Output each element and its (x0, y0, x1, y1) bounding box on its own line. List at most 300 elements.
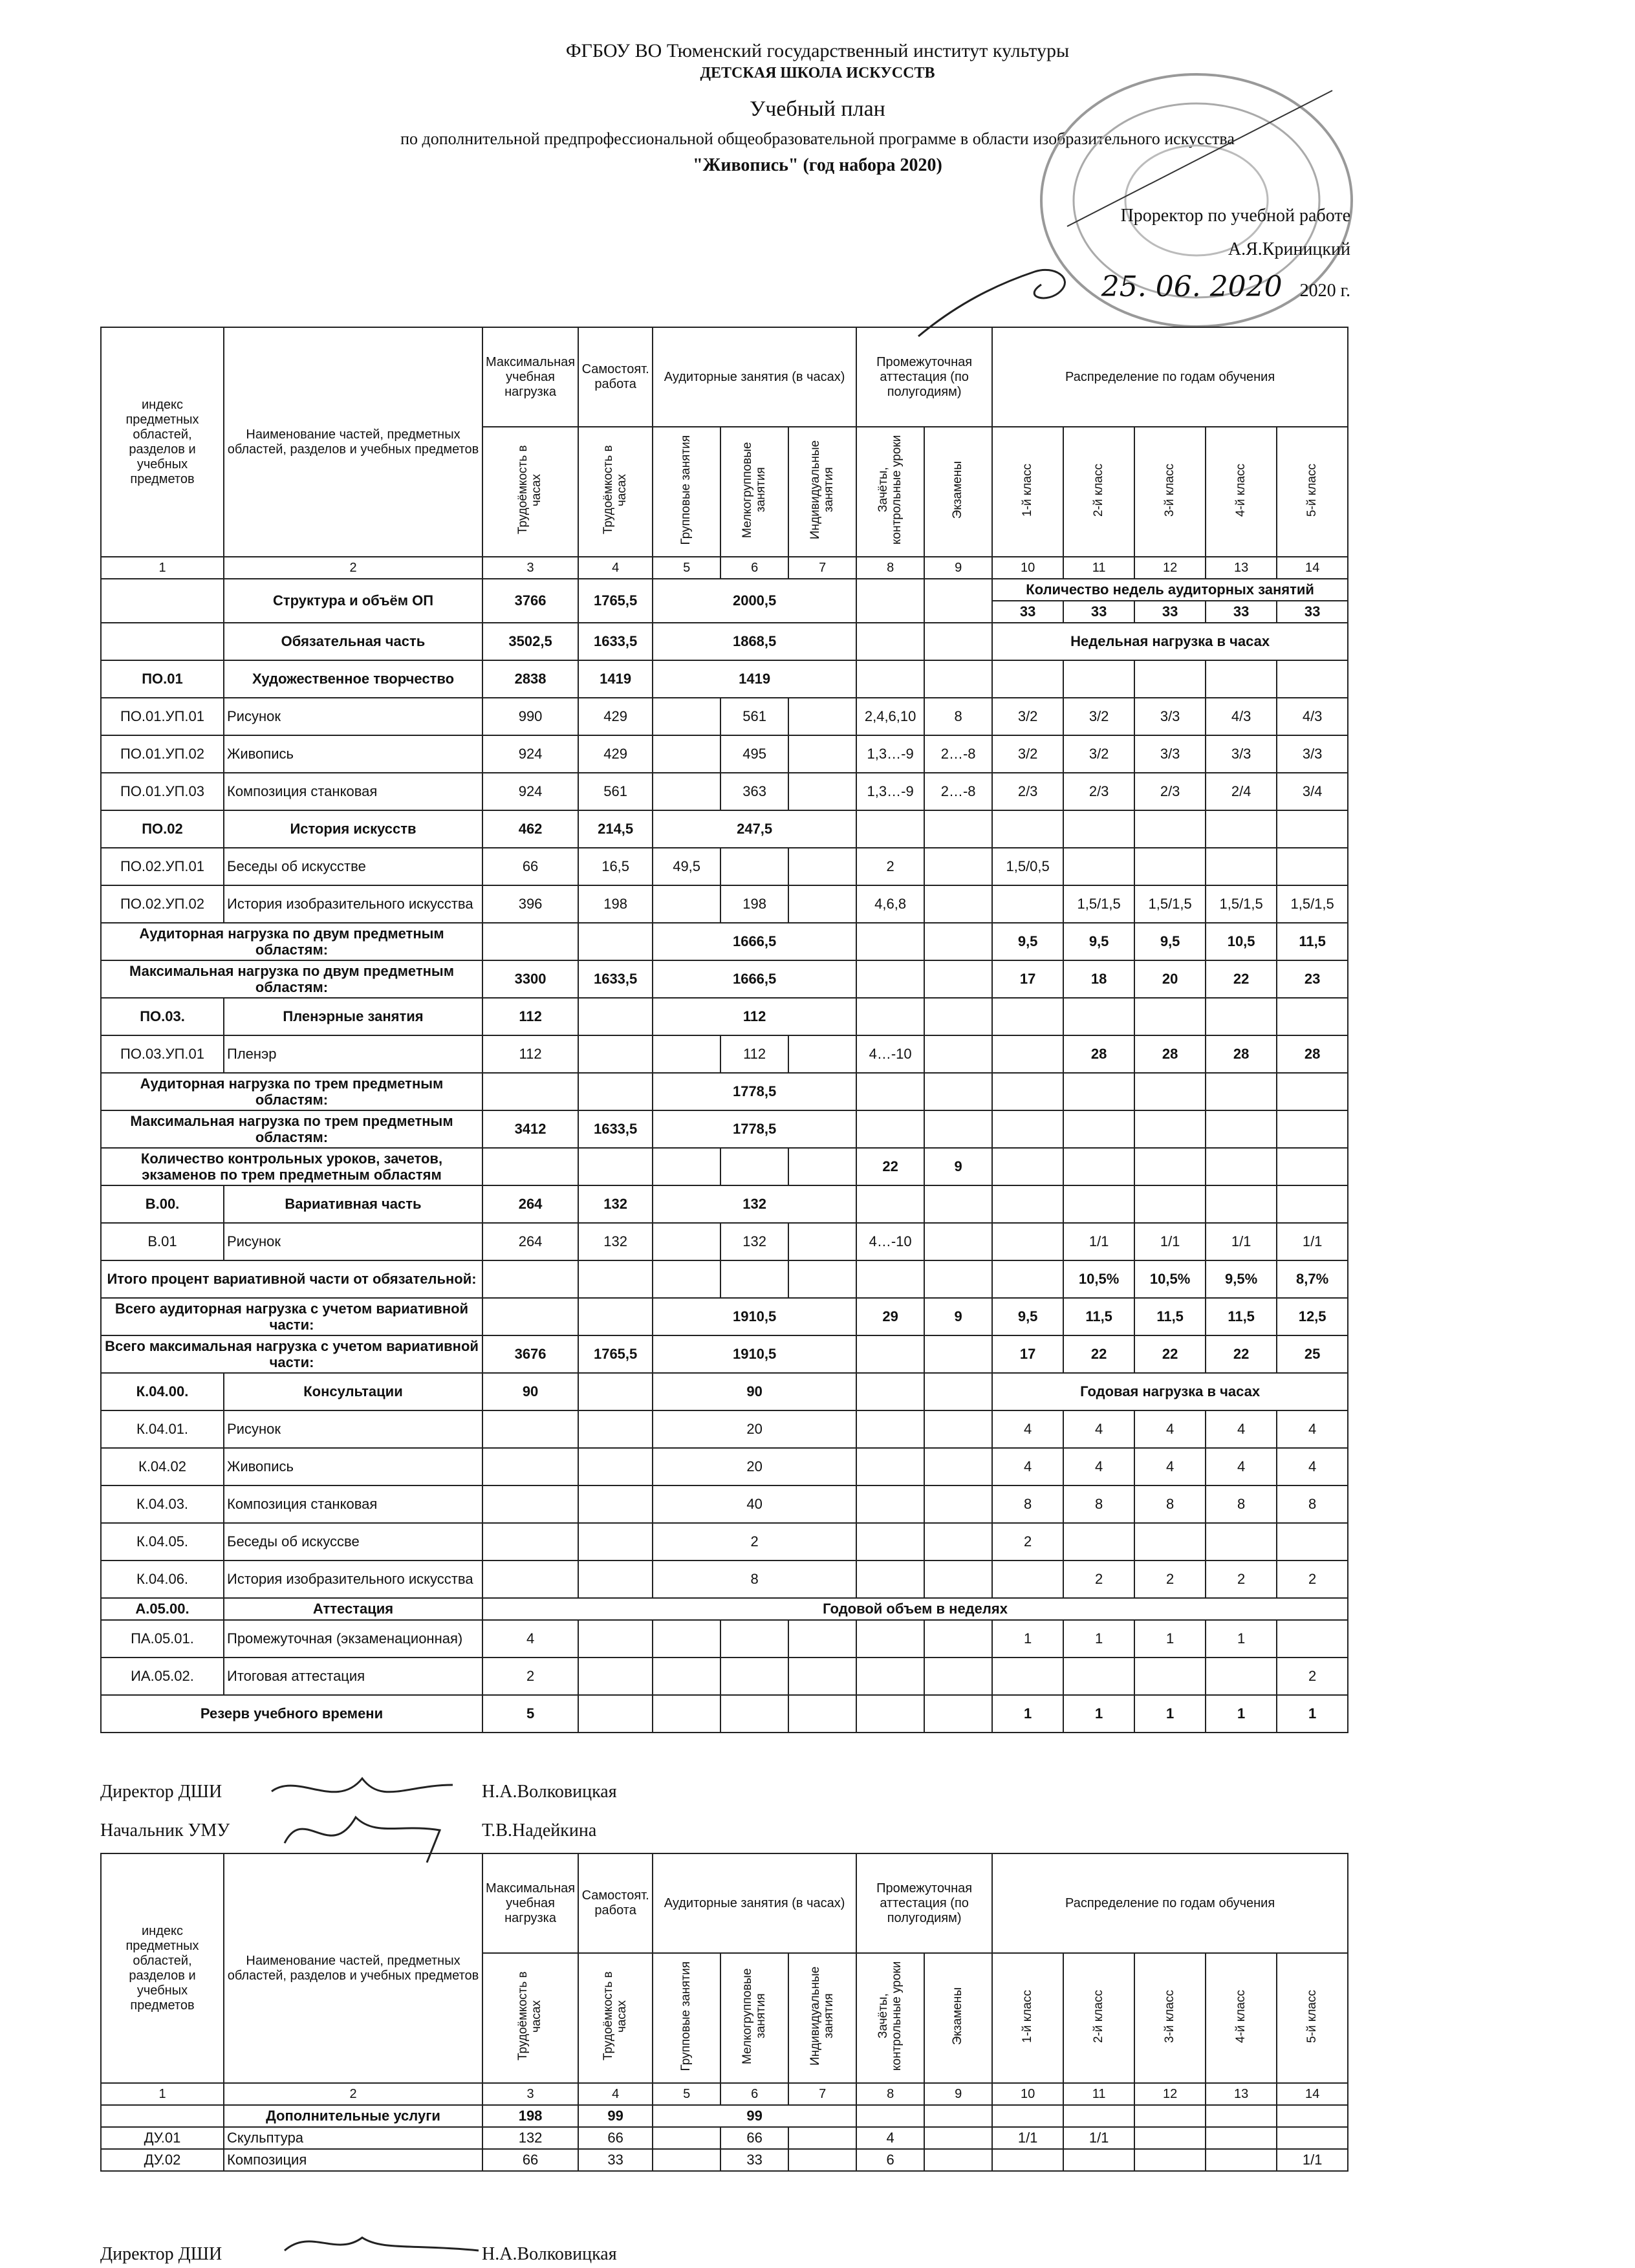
table-cell (482, 1561, 578, 1598)
table-cell: 4,6,8 (856, 885, 924, 923)
table-cell: 198 (482, 2105, 578, 2127)
table-cell (924, 923, 992, 960)
head-sub-label: Трудоёмкость в часах (516, 1972, 544, 2061)
table-cell (1134, 2127, 1206, 2149)
table-row (101, 998, 1348, 1035)
table-cell (924, 1073, 992, 1110)
row-name: Беседы об искусстве (224, 848, 482, 885)
table-cell (653, 1620, 720, 1658)
table-cell (720, 1658, 788, 1695)
table-cell: 11,5 (1063, 1298, 1134, 1335)
table-cell: 11,5 (1277, 923, 1348, 960)
table-cell (924, 1620, 992, 1658)
table-cell (653, 2149, 720, 2171)
umu-role: Начальник УМУ (100, 1820, 230, 1841)
table-cell (578, 1658, 653, 1695)
table-cell: 2 (856, 848, 924, 885)
table-cell: 429 (578, 698, 653, 735)
table-row (101, 698, 1348, 735)
table-cell: Рисунок (224, 1410, 482, 1448)
table-row (101, 1110, 1348, 1148)
head-sub (1206, 427, 1277, 557)
column-number: 13 (1206, 557, 1277, 579)
table-row (101, 1298, 1348, 1335)
table-cell: 1,3…-9 (856, 735, 924, 773)
table-cell (482, 1485, 578, 1523)
head-att: Промежуточная аттестация (по полугодиям) (856, 327, 992, 427)
table-cell (924, 1035, 992, 1073)
table-row (101, 1620, 1348, 1658)
head-sub (1277, 427, 1348, 557)
table-row (101, 2127, 1348, 2149)
table-cell (788, 698, 856, 735)
head-dist: Распределение по годам обучения (992, 327, 1348, 427)
row-name: Рисунок (224, 698, 482, 735)
table-cell (578, 923, 653, 960)
column-number: 12 (1134, 2083, 1206, 2105)
table-cell (653, 1035, 720, 1073)
head-sub-label: 3-й класс (1162, 463, 1176, 517)
table-cell (992, 2149, 1063, 2171)
table-cell: 4 (1134, 1410, 1206, 1448)
table-cell (1277, 1110, 1348, 1148)
row-name: Художественное творчество (224, 660, 482, 698)
table-cell (482, 1260, 578, 1298)
table-cell: 1/1 (1063, 1223, 1134, 1260)
table-cell (1134, 1148, 1206, 1185)
table-cell: 132 (482, 2127, 578, 2149)
table-cell (788, 1620, 856, 1658)
table-cell (788, 1035, 856, 1073)
table-cell: ПА.05.01. (101, 1620, 224, 1658)
table-cell: 16,5 (578, 848, 653, 885)
table-cell: 1,3…-9 (856, 773, 924, 810)
table-cell (924, 2105, 992, 2127)
table-cell (924, 1695, 992, 1733)
approval-role: Проректор по учебной работе (1120, 206, 1350, 226)
table-cell (856, 1373, 924, 1410)
table-cell: 3/3 (1134, 735, 1206, 773)
table-cell (1277, 660, 1348, 698)
table-row (101, 735, 1348, 773)
table-cell: 396 (482, 885, 578, 923)
table-cell (578, 1373, 653, 1410)
table-cell (1063, 1148, 1134, 1185)
table-cell (101, 579, 224, 623)
table-cell (653, 2127, 720, 2149)
table-cell: 924 (482, 735, 578, 773)
table-cell: 1 (1206, 1620, 1277, 1658)
row-name: Вариативная часть (224, 1185, 482, 1223)
table-cell: 20 (653, 1410, 856, 1448)
table-cell: 1419 (653, 660, 856, 698)
struct-aud: 2000,5 (653, 579, 856, 623)
head-sub-label: 3-й класс (1162, 1989, 1176, 2043)
table-cell: 1/1 (1063, 2127, 1134, 2149)
table-cell: 1633,5 (578, 960, 653, 998)
table-cell: 3/2 (1063, 735, 1134, 773)
table-cell: 4/3 (1277, 698, 1348, 735)
table-cell (856, 579, 924, 623)
table-cell (720, 1148, 788, 1185)
table-cell (856, 1561, 924, 1598)
table-cell (856, 623, 924, 660)
column-number: 9 (924, 2083, 992, 2105)
footer-signature (272, 2225, 485, 2263)
row-name: Пленэр (224, 1035, 482, 1073)
table-cell: 1 (1063, 1620, 1134, 1658)
table-cell (1277, 1620, 1348, 1658)
table-cell: 1633,5 (578, 1110, 653, 1148)
school-name: ДЕТСКАЯ ШКОЛА ИСКУССТВ (700, 65, 935, 81)
table-cell: 1910,5 (653, 1335, 856, 1373)
head-sub-label: 1-й класс (1020, 463, 1034, 517)
attest-label: Аттестация (224, 1598, 482, 1620)
table-cell (101, 623, 224, 660)
table-cell: 1 (1277, 1695, 1348, 1733)
table-row (101, 848, 1348, 885)
table-cell (1206, 848, 1277, 885)
table-cell: Композиция станковая (224, 1485, 482, 1523)
column-number: 10 (992, 557, 1063, 579)
table-cell: 20 (1134, 960, 1206, 998)
table-cell (992, 810, 1063, 848)
table-cell: 112 (720, 1035, 788, 1073)
footer-director-role: Директор ДШИ (100, 2244, 222, 2264)
head-sub (482, 1953, 578, 2083)
table-row (101, 1658, 1348, 1695)
head-sub (578, 427, 653, 557)
table-cell: 4…-10 (856, 1035, 924, 1073)
table-cell: 1/1 (1134, 1223, 1206, 1260)
table-cell (1063, 1073, 1134, 1110)
table-cell: 4…-10 (856, 1223, 924, 1260)
table-cell: 99 (578, 2105, 653, 2127)
column-number: 9 (924, 557, 992, 579)
table-cell: 40 (653, 1485, 856, 1523)
table-cell: 2 (1134, 1561, 1206, 1598)
table-cell: 10,5% (1134, 1260, 1206, 1298)
head-sub (1134, 1953, 1206, 2083)
row-index: ПО.02.УП.01 (101, 848, 224, 885)
weeks-value: 33 (1277, 601, 1348, 623)
table-cell: 66 (482, 2149, 578, 2171)
table-row (101, 660, 1348, 698)
head-sub (1063, 427, 1134, 557)
column-number: 8 (856, 2083, 924, 2105)
table-cell: 1 (1063, 1695, 1134, 1733)
table-cell (924, 1410, 992, 1448)
table-cell: 33 (578, 2149, 653, 2171)
table-cell: 4 (1277, 1410, 1348, 1448)
table-cell (992, 1035, 1063, 1073)
head-sub-label: Индивидуальные занятия (808, 1967, 836, 2066)
table-row (101, 773, 1348, 810)
table-cell (924, 1373, 992, 1410)
table-cell (101, 2105, 224, 2127)
table-cell: 1666,5 (653, 923, 856, 960)
table-row (101, 1073, 1348, 1110)
table-cell: 4 (856, 2127, 924, 2149)
row-index: ПО.01.УП.02 (101, 735, 224, 773)
table-cell (924, 623, 992, 660)
director-role: Директор ДШИ (100, 1782, 222, 1802)
table-cell: 3676 (482, 1335, 578, 1373)
table-cell (1063, 1185, 1134, 1223)
column-number: 6 (720, 2083, 788, 2105)
table-cell (1206, 1148, 1277, 1185)
head-sub-label: 4-й класс (1233, 1989, 1248, 2043)
table-cell (578, 1485, 653, 1523)
weeks-label: Количество недель аудиторных занятий (992, 579, 1348, 601)
table-cell: 2/3 (992, 773, 1063, 810)
struct-self: 1765,5 (578, 579, 653, 623)
table-cell: 1 (992, 1695, 1063, 1733)
table-cell (788, 1148, 856, 1185)
table-cell (1277, 1185, 1348, 1223)
table-cell: 28 (1206, 1035, 1277, 1073)
table-cell (653, 735, 720, 773)
table-cell: К.04.00. (101, 1373, 224, 1410)
mandatory-aud: 1868,5 (653, 623, 856, 660)
table-cell (992, 1223, 1063, 1260)
table-cell: 17 (992, 1335, 1063, 1373)
table-row (101, 923, 1348, 960)
table-cell (924, 960, 992, 998)
table-cell (653, 1260, 720, 1298)
table-cell: 22 (1134, 1335, 1206, 1373)
row-index: ПО.01.УП.01 (101, 698, 224, 735)
summary-label: Максимальная нагрузка по двум предметным областям: (101, 960, 482, 998)
table-cell: 1778,5 (653, 1073, 856, 1110)
consult-label: Консультации (224, 1373, 482, 1410)
table-cell: ИА.05.02. (101, 1658, 224, 1695)
table-cell (856, 810, 924, 848)
table-cell (1206, 1658, 1277, 1695)
table-cell: 112 (653, 998, 856, 1035)
table-cell: 363 (720, 773, 788, 810)
table-cell: 1/1 (1206, 1223, 1277, 1260)
weekly-label: Недельная нагрузка в часах (992, 623, 1348, 660)
table-cell: 3300 (482, 960, 578, 998)
head-sub (1206, 1953, 1277, 2083)
column-number: 4 (578, 557, 653, 579)
weeks-value: 33 (1206, 601, 1277, 623)
table-cell (1134, 2149, 1206, 2171)
table-cell: 12,5 (1277, 1298, 1348, 1335)
table-cell (653, 698, 720, 735)
row-index: В.01 (101, 1223, 224, 1260)
table-row (101, 1035, 1348, 1073)
table-cell (1063, 1523, 1134, 1561)
table-cell: 495 (720, 735, 788, 773)
table-row (101, 1185, 1348, 1223)
table-cell: 66 (578, 2127, 653, 2149)
table-cell: 132 (653, 1185, 856, 1223)
table-cell: 198 (720, 885, 788, 923)
table-cell: 1666,5 (653, 960, 856, 998)
table-cell (1134, 1523, 1206, 1561)
approval-name: А.Я.Криницкий (1228, 239, 1350, 259)
table-row (101, 1485, 1348, 1523)
table-cell (924, 1658, 992, 1695)
table-row (101, 1448, 1348, 1485)
approval-date-line (1101, 270, 1350, 303)
table-cell: 247,5 (653, 810, 856, 848)
table-cell: К.04.01. (101, 1410, 224, 1448)
summary-label: Количество контрольных уроков, зачетов, экзаменов по трем предметным областям (101, 1148, 482, 1185)
row-index: ПО.03.УП.01 (101, 1035, 224, 1073)
table-cell (1277, 810, 1348, 848)
weeks-value: 33 (992, 601, 1063, 623)
table-cell: 22 (856, 1148, 924, 1185)
table-cell: 1/1 (992, 2127, 1063, 2149)
table-row (101, 810, 1348, 848)
table-cell (856, 1410, 924, 1448)
table-cell (856, 923, 924, 960)
table-cell: 5 (482, 1695, 578, 1733)
table-cell (1134, 660, 1206, 698)
table-cell (992, 2105, 1063, 2127)
column-number: 2 (224, 557, 482, 579)
table-cell (1134, 1110, 1206, 1148)
head-sub (856, 427, 924, 557)
table-cell: 2/4 (1206, 773, 1277, 810)
head-sub-label: Групповые занятия (679, 435, 693, 545)
head-sub (653, 1953, 720, 2083)
head-sub (578, 1953, 653, 2083)
weeks-value: 33 (1134, 601, 1206, 623)
table-cell: 2 (1206, 1561, 1277, 1598)
table-cell (653, 1695, 720, 1733)
table-cell (653, 773, 720, 810)
table-cell: ДУ.02 (101, 2149, 224, 2171)
table-cell: 1 (1134, 1695, 1206, 1733)
doc-title: Учебный план (750, 97, 885, 121)
table-cell (578, 1620, 653, 1658)
head-sub-label: 5-й класс (1305, 463, 1319, 517)
summary-label: Итого процент вариативной части от обязательной: (101, 1260, 482, 1298)
head-aud: Аудиторные занятия (в часах) (653, 327, 856, 427)
table-cell: 9,5 (992, 923, 1063, 960)
table-cell: 90 (482, 1373, 578, 1410)
table-cell: 23 (1277, 960, 1348, 998)
table-cell: 8 (1277, 1485, 1348, 1523)
table-cell: 1,5/1,5 (1134, 885, 1206, 923)
row-name: История искусств (224, 810, 482, 848)
table-cell (924, 1110, 992, 1148)
table-cell (653, 1658, 720, 1695)
table-cell (924, 998, 992, 1035)
table-cell: 4 (1206, 1410, 1277, 1448)
table-cell (1277, 1073, 1348, 1110)
table-cell (992, 660, 1063, 698)
table-cell (1134, 1185, 1206, 1223)
table-cell: 1,5/1,5 (1206, 885, 1277, 923)
table-cell: 4/3 (1206, 698, 1277, 735)
table-cell (1277, 1148, 1348, 1185)
table-cell: 1,5/0,5 (992, 848, 1063, 885)
extra-label: Дополнительные услуги (224, 2105, 482, 2127)
mandatory-max: 3502,5 (482, 623, 578, 660)
table-cell (924, 885, 992, 923)
row-name: История изобразительного искусства (224, 885, 482, 923)
table-cell: 2/3 (1063, 773, 1134, 810)
head-aud: Аудиторные занятия (в часах) (653, 1853, 856, 1953)
table-cell: 4 (1277, 1448, 1348, 1485)
table-cell: Композиция (224, 2149, 482, 2171)
head-sub-label: Мелкогрупповые занятия (740, 1968, 768, 2065)
table-cell (856, 960, 924, 998)
table-cell (856, 1695, 924, 1733)
table-cell (924, 660, 992, 698)
table-cell (1206, 2105, 1277, 2127)
table-cell (482, 1523, 578, 1561)
summary-label: Всего аудиторная нагрузка с учетом вариативной части: (101, 1298, 482, 1335)
table-cell: 8 (653, 1561, 856, 1598)
table-cell (1134, 810, 1206, 848)
row-name: Рисунок (224, 1223, 482, 1260)
row-index: ПО.03. (101, 998, 224, 1035)
head-sub (992, 427, 1063, 557)
table-cell (1206, 660, 1277, 698)
head-sub-label: Групповые занятия (679, 1961, 693, 2071)
table-cell (1063, 660, 1134, 698)
table-cell: Промежуточная (экзаменационная) (224, 1620, 482, 1658)
table-cell (720, 1620, 788, 1658)
table-cell (578, 1410, 653, 1448)
table-cell (1206, 810, 1277, 848)
head-sub (653, 427, 720, 557)
table-cell: 10,5 (1206, 923, 1277, 960)
table-cell (1206, 1523, 1277, 1561)
head-sub-label: Трудоёмкость в часах (601, 1972, 629, 2061)
table-cell: 3/2 (1063, 698, 1134, 735)
row-index: ПО.02 (101, 810, 224, 848)
program-name: "Живопись" (год набора 2020) (693, 155, 942, 175)
table-cell (653, 885, 720, 923)
table-cell: Итоговая аттестация (224, 1658, 482, 1695)
table-cell: 33 (720, 2149, 788, 2171)
table-row (101, 885, 1348, 923)
head-sub-label: Трудоёмкость в часах (516, 446, 544, 535)
table-cell: 3/3 (1277, 735, 1348, 773)
table-cell (578, 1073, 653, 1110)
head-sub-label: Трудоёмкость в часах (601, 446, 629, 535)
column-number: 13 (1206, 2083, 1277, 2105)
head-sub-label: Мелкогрупповые занятия (740, 442, 768, 539)
head-sub (1134, 427, 1206, 557)
row-name: Композиция станковая (224, 773, 482, 810)
row-name: Живопись (224, 735, 482, 773)
table-cell (992, 998, 1063, 1035)
table-cell: 2 (992, 1523, 1063, 1561)
table-cell: 22 (1063, 1335, 1134, 1373)
table-cell (924, 1335, 992, 1373)
head-att: Промежуточная аттестация (по полугодиям) (856, 1853, 992, 1953)
table-cell (1063, 2105, 1134, 2127)
column-number: 3 (482, 2083, 578, 2105)
table-cell (924, 579, 992, 623)
table-cell: 4 (1206, 1448, 1277, 1485)
column-number: 14 (1277, 2083, 1348, 2105)
table-cell (788, 1260, 856, 1298)
table-cell (1063, 998, 1134, 1035)
table-cell (482, 1298, 578, 1335)
table-cell: 2…-8 (924, 773, 992, 810)
table-cell (856, 1448, 924, 1485)
table-cell (856, 1658, 924, 1695)
